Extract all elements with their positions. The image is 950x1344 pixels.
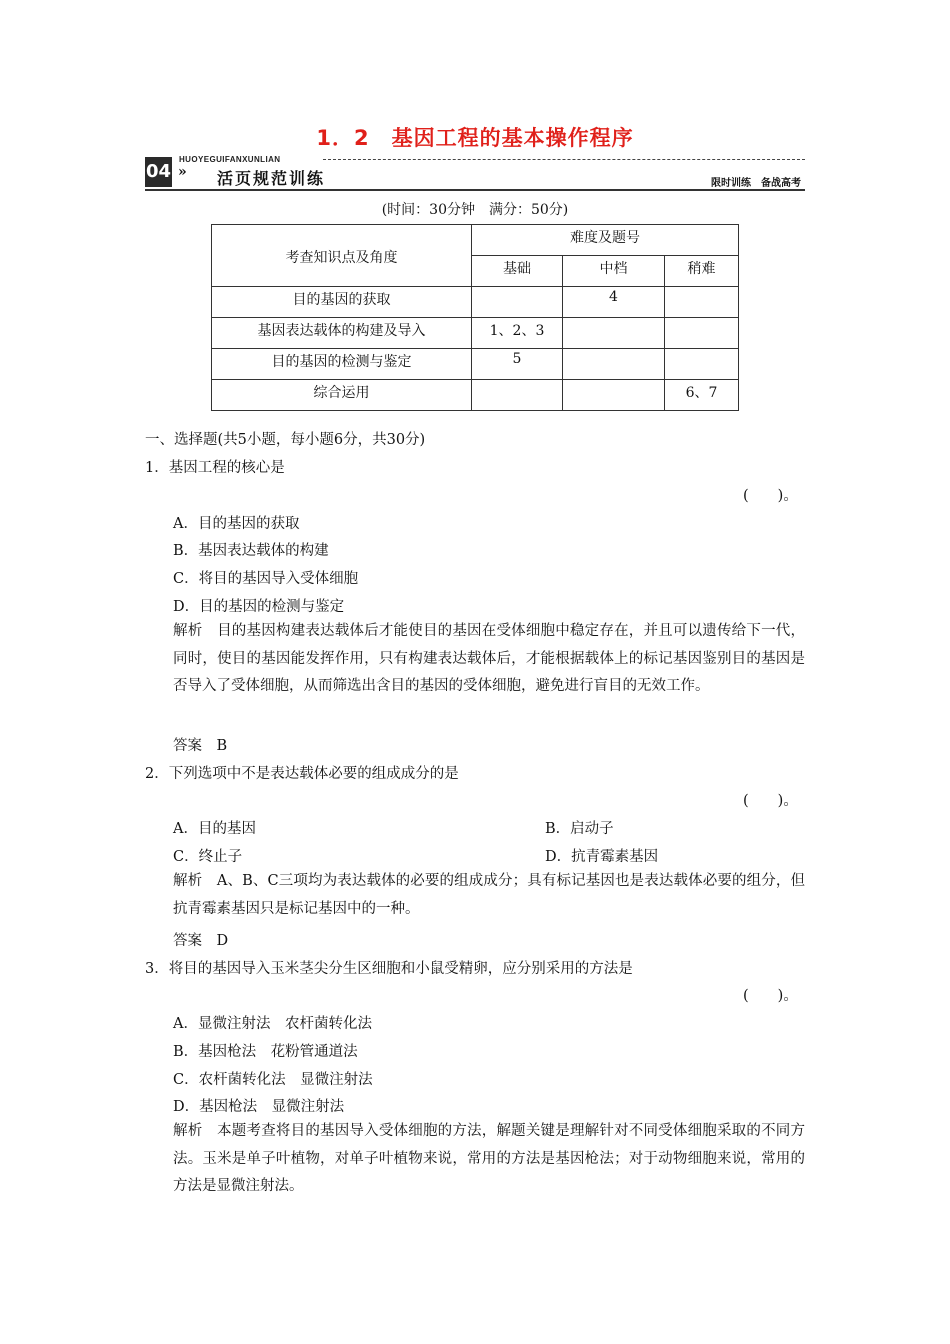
option: A．显微注射法 农杆菌转化法 — [173, 1016, 372, 1032]
table-cell-basic — [472, 287, 563, 318]
answer: 答案 B — [173, 738, 228, 754]
table-cell-mid — [563, 318, 665, 349]
answer-bracket: ( )。 — [743, 793, 798, 809]
table-cell-basic: 1、2、3 — [472, 318, 563, 349]
table-level-hard: 稍难 — [665, 256, 739, 287]
table-cell-mid — [563, 380, 665, 411]
table-cell-topic: 综合运用 — [212, 380, 472, 411]
table-cell-topic: 基因表达载体的构建及导入 — [212, 318, 472, 349]
table-cell-topic: 目的基因的获取 — [212, 287, 472, 318]
option: D．抗青霉素基因 — [545, 849, 659, 865]
option: B．基因表达载体的构建 — [173, 543, 329, 559]
banner-dotted-rule — [323, 159, 805, 160]
table-cell-mid — [563, 349, 665, 380]
table-level-basic: 基础 — [472, 256, 563, 287]
table-cell-hard — [665, 287, 739, 318]
section-banner — [145, 155, 805, 191]
question-stem: 2．下列选项中不是表达载体必要的组成成分的是 — [145, 766, 459, 782]
banner-slogan: 限时训练 备战高考 — [711, 178, 801, 189]
table-row — [212, 380, 739, 411]
table-cell-hard: 6、7 — [665, 380, 739, 411]
table-cell-hard — [665, 318, 739, 349]
analysis: 解析 本题考查将目的基因导入受体细胞的方法，解题关键是理解针对不同受体细胞采取的不同方法。玉米是单子叶植物，对单子叶植物来说，常用的方法是基因枪法；对于动物细胞来说，常用的方法是显微注射法。 — [173, 1123, 805, 1194]
banner-number: 04 — [145, 157, 172, 187]
analysis: 解析 目的基因构建表达载体后才能使目的基因在受体细胞中稳定存在，并且可以遗传给下一代，同时，使目的基因能发挥作用，只有构建表达载体后，才能根据载体上的标记基因鉴别目的基因是否导入了受体细胞，从而筛选出含目的基因的受体细胞，避免进行盲目的无效工作。 — [173, 623, 805, 694]
option: A．目的基因的获取 — [173, 516, 300, 532]
option: B．基因枪法 花粉管通道法 — [173, 1044, 358, 1060]
question-stem: 1．基因工程的核心是 — [145, 460, 285, 476]
table-cell-basic — [472, 380, 563, 411]
table-header-difficulty: 难度及题号 — [472, 225, 739, 256]
option: C．终止子 — [173, 849, 243, 865]
table-cell-mid: 4 — [563, 287, 665, 318]
banner-rule — [145, 189, 805, 191]
table-header-topic: 考查知识点及角度 — [212, 225, 472, 287]
option: A．目的基因 — [173, 821, 256, 837]
knowledge-table — [211, 224, 739, 411]
banner-arrow-icon: » — [178, 164, 187, 180]
answer-bracket: ( )。 — [743, 988, 798, 1004]
table-row — [212, 318, 739, 349]
option: D．基因枪法 显微注射法 — [173, 1099, 345, 1115]
table-row — [212, 287, 739, 318]
table-cell-basic: 5 — [472, 349, 563, 380]
banner-label: 活页规范训练 — [217, 169, 326, 188]
table-cell-hard — [665, 349, 739, 380]
table-cell-topic: 目的基因的检测与鉴定 — [212, 349, 472, 380]
option: C．农杆菌转化法 显微注射法 — [173, 1072, 373, 1088]
page-title: 1．2 基因工程的基本操作程序 — [316, 126, 634, 150]
banner-pinyin: HUOYEGUIFANXUNLIAN — [179, 155, 281, 164]
answer: 答案 D — [173, 933, 229, 949]
table-row — [212, 349, 739, 380]
analysis: 解析 A、B、C三项均为表达载体的必要的组成成分；具有标记基因也是表达载体必要的组分，但抗青霉素基因只是标记基因中的一种。 — [173, 873, 805, 917]
section-heading: 一、选择题(共5小题，每小题6分，共30分) — [145, 432, 426, 448]
time-score-line: (时间：30分钟 满分：50分) — [381, 202, 569, 218]
option: D．目的基因的检测与鉴定 — [173, 599, 345, 615]
question-stem: 3．将目的基因导入玉米茎尖分生区细胞和小鼠受精卵，应分别采用的方法是 — [145, 961, 633, 977]
option: C．将目的基因导入受体细胞 — [173, 571, 359, 587]
table-level-mid: 中档 — [563, 256, 665, 287]
answer-bracket: ( )。 — [743, 488, 798, 504]
option: B．启动子 — [545, 821, 614, 837]
